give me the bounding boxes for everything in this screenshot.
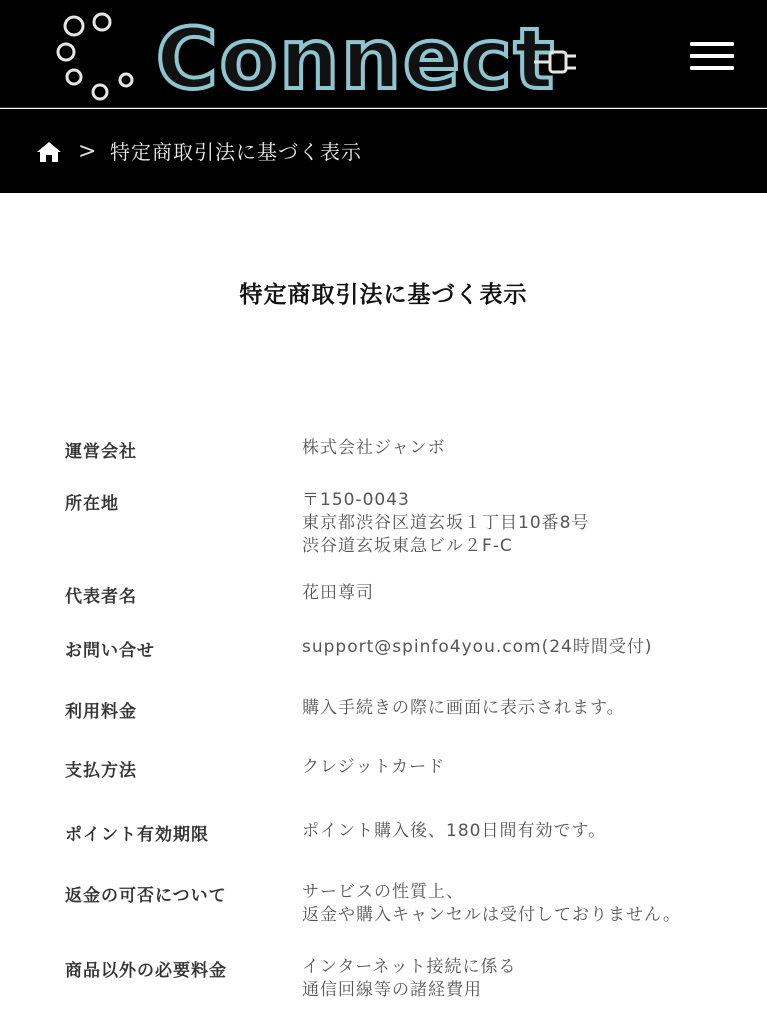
info-value: ポイント購入後、180日間有効です。 [302, 821, 607, 841]
info-label: 代表者名 [65, 587, 137, 607]
home-icon[interactable] [36, 140, 62, 164]
info-label: ポイント有効期限 [65, 825, 209, 845]
hamburger-menu-icon[interactable] [690, 40, 734, 72]
logo-dot [65, 17, 83, 35]
info-label: 商品以外の必要料金 [65, 961, 227, 981]
info-value: 株式会社ジャンボ [302, 438, 446, 458]
logo-dot [67, 70, 81, 84]
logo-dot [58, 44, 74, 60]
info-label: 運営会社 [65, 442, 137, 462]
logo-wordmark: Connect [156, 10, 556, 106]
info-label: 利用料金 [65, 702, 137, 722]
logo-dot [93, 85, 107, 99]
info-value: 花田尊司 [302, 583, 374, 603]
info-label: 所在地 [65, 494, 119, 514]
logo-dot [120, 74, 132, 86]
info-value: 〒150-0043 東京都渋谷区道玄坂１丁目10番8号 渋谷道玄坂東急ビル２F-C [302, 490, 590, 556]
info-value: サービスの性質上、 返金や購入キャンセルは受付しておりません。 [302, 882, 682, 925]
info-label: 返金の可否について [65, 886, 227, 906]
logo-dot [94, 14, 110, 30]
connect-logo[interactable] [50, 6, 590, 106]
site-header [0, 0, 767, 108]
info-value: インターネット接続に係る 通信回線等の諸経費用 [302, 957, 517, 1000]
breadcrumb-separator: > [78, 139, 97, 164]
info-value: クレジットカード [302, 757, 446, 777]
breadcrumb-current-page: 特定商取引法に基づく表示 [110, 140, 362, 164]
page-title: 特定商取引法に基づく表示 [239, 282, 528, 308]
info-label: 支払方法 [65, 761, 137, 781]
info-value: 購入手続きの際に画面に表示されます。 [302, 698, 625, 718]
info-label: お問い合せ [65, 641, 155, 661]
contact-email-link[interactable]: support@spinfo4you.com(24時間受付) [302, 637, 653, 657]
